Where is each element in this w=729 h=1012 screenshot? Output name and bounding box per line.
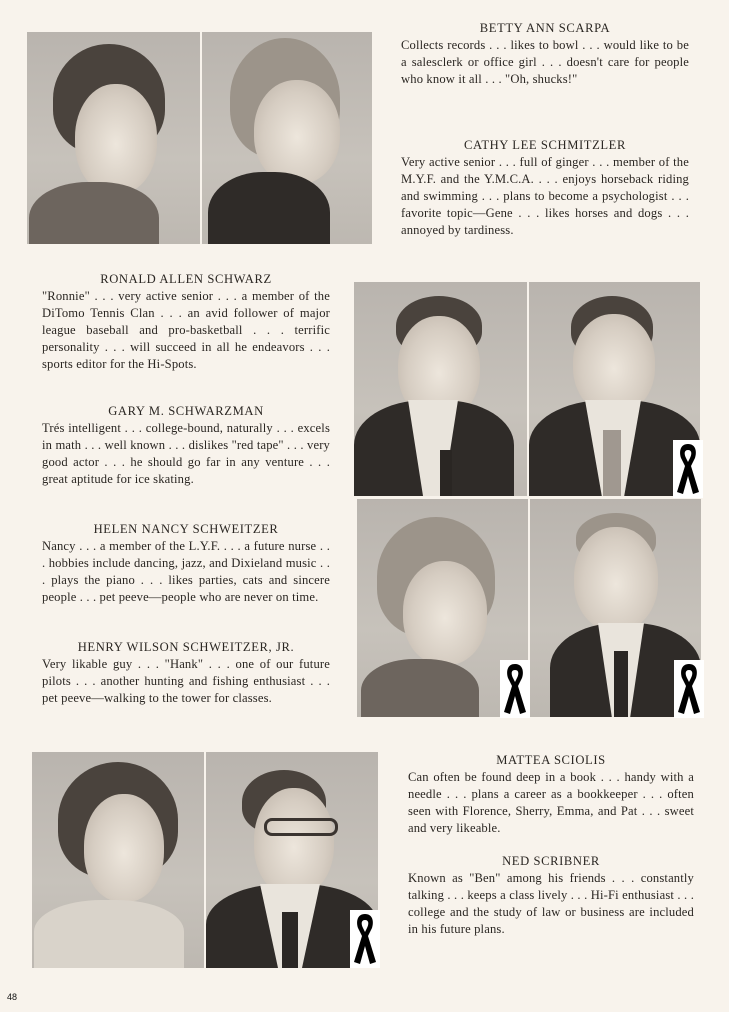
portrait-mattea-sciolis [32, 752, 204, 968]
student-name: HELEN NANCY SCHWEITZER [93, 522, 279, 536]
portrait-sweater [361, 659, 479, 717]
black-ribbon-icon [673, 440, 703, 498]
bio-helen-nancy-schweitzer [42, 521, 330, 606]
student-bio: Trés intelligent . . . college-bound, naturally . . . excels in math . . . well known . . . dislikes "red tape" . . . very good actor . . . he should go far in any venture . . . great aptitude for ice skating. [42, 420, 330, 486]
bio-cathy-lee-schmitzler [401, 137, 689, 238]
portrait-face [75, 84, 157, 194]
black-ribbon-icon [500, 660, 530, 718]
student-name: BETTY ANN SCARPA [479, 21, 611, 35]
bio-mattea-sciolis [408, 752, 694, 837]
student-name: MATTEA SCIOLIS [496, 753, 606, 767]
portrait-cathy-lee-schmitzler [202, 32, 372, 244]
portrait-glasses [264, 818, 338, 836]
student-name: GARY M. SCHWARZMAN [108, 404, 264, 418]
portrait-tie [282, 912, 298, 968]
bio-ned-scribner [408, 853, 694, 938]
portrait-ronald-allen-schwarz [354, 282, 527, 496]
bio-ronald-allen-schwarz [42, 271, 330, 372]
black-ribbon-icon [674, 660, 704, 718]
portrait-blouse [34, 900, 184, 968]
student-bio: Can often be found deep in a book . . . handy with a needle . . . plans a career as a bookkeeper . . . often seen with Florence, Sherry, Emma, and Pat . . . sweet and very likeable. [408, 769, 694, 835]
student-bio: "Ronnie" . . . very active senior . . . a member of the DiTomo Tennis Clan . . . an avid follower of major league baseball and pro-basketball . . . terrific personality . . . will succeed in all he endeavors . . . sports editor for the Hi-Spots. [42, 288, 330, 371]
black-ribbon-icon [350, 910, 380, 968]
student-bio: Nancy . . . a member of the L.Y.F. . . . a future nurse . . . hobbies include dancing, jazz, and Dixieland music . . . plays the piano . . . likes parties, cats and sincere people . . . pet peeve—people who are never on time. [42, 538, 330, 604]
portrait-face [573, 314, 655, 414]
student-bio: Known as "Ben" among his friends . . . constantly talking . . . keeps a class lively . . . Hi-Fi enthusiast . . . college and the study of law or business are included in his future plans. [408, 870, 694, 936]
bio-betty-ann-scarpa [401, 20, 689, 88]
portrait-face [254, 788, 334, 896]
student-bio: Very likable guy . . . "Hank" . . . one of our future pilots . . . another hunting and fishing enthusiast . . . pet peeve—walking to the tower for classes. [42, 656, 330, 705]
student-name: RONALD ALLEN SCHWARZ [100, 272, 272, 286]
student-name: NED SCRIBNER [502, 854, 600, 868]
bio-gary-m-schwarzman [42, 403, 330, 488]
portrait-jacket [29, 182, 159, 244]
bio-henry-wilson-schweitzer-jr [42, 639, 330, 707]
portrait-betty-ann-scarpa [27, 32, 200, 244]
student-name: CATHY LEE SCHMITZLER [464, 138, 626, 152]
portrait-face [254, 80, 340, 184]
portrait-tie [614, 651, 628, 717]
student-bio: Very active senior . . . full of ginger . . . member of the M.Y.F. and the Y.M.C.A. . . . enjoys horseback riding and swimming . . . plans to become a psychologist . . . favorite topic—Gene . . . likes horses and dogs . . . annoyed by tardiness. [401, 154, 689, 237]
page-number: 48 [7, 992, 18, 1002]
student-bio: Collects records . . . likes to bowl . . . would like to be a salesclerk or office girl . . . doesn't care for people who know it all . . . "Oh, shucks!" [401, 37, 689, 86]
portrait-tie [603, 430, 621, 496]
portrait-face [84, 794, 164, 902]
portrait-dress [208, 172, 330, 244]
portrait-tie [440, 450, 452, 496]
portrait-face [574, 527, 658, 631]
student-name: HENRY WILSON SCHWEITZER, JR. [77, 640, 295, 654]
portrait-face [403, 561, 487, 665]
